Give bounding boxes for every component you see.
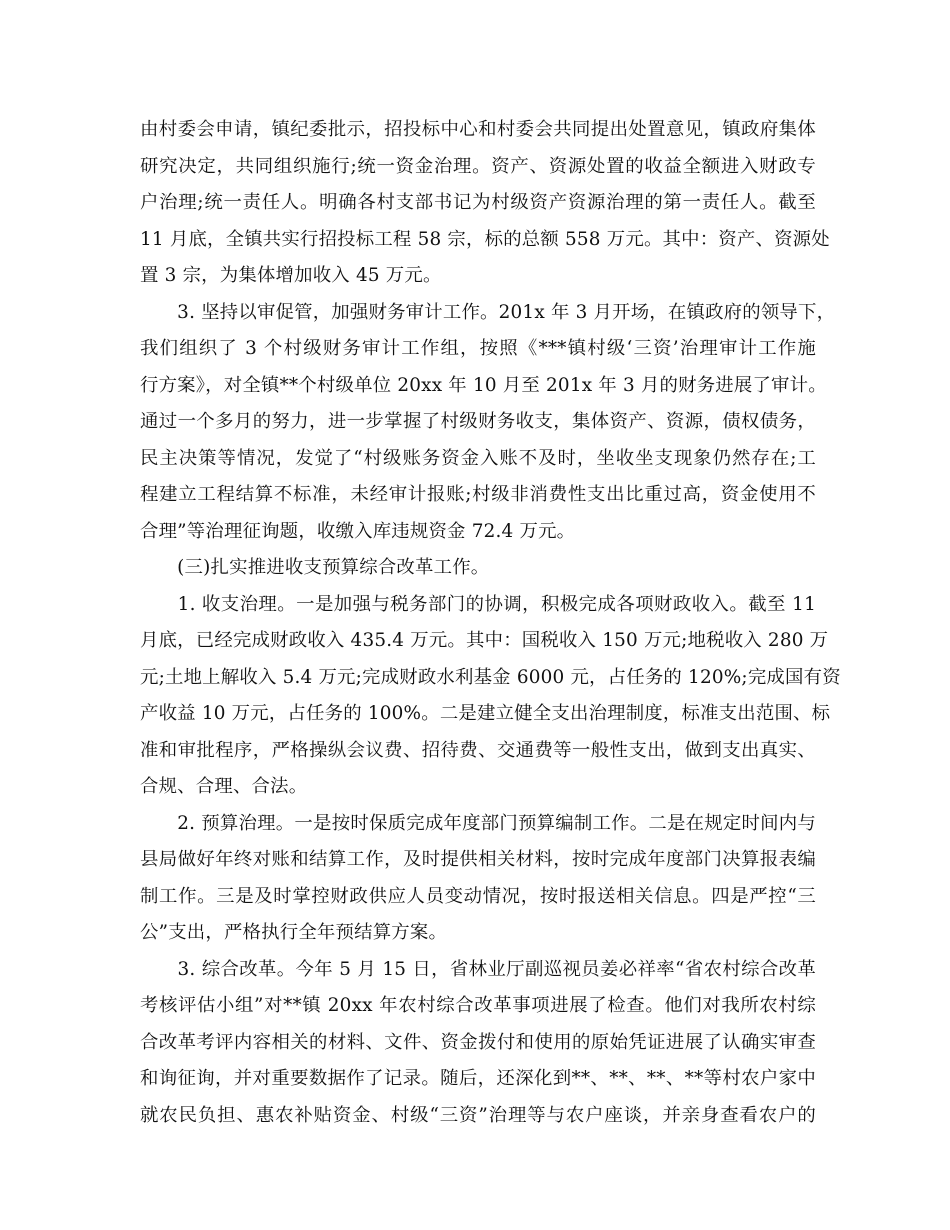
text-line: 户治理;统一责任人。明确各村支部书记为村级资产资源治理的第一责任人。截至 [140, 192, 816, 213]
text-line: 准和审批程序，严格操纵会议费、招待费、交通费等一般性支出，做到支出真实、 [140, 739, 816, 761]
document-body [140, 112, 841, 1134]
paragraph-income [140, 587, 841, 806]
text-line: 1. 收支治理。一是加强与税务部门的协调，积极完成各项财政收入。截至 11 [140, 593, 816, 615]
text-line: 产收益 10 万元，占任务的 100%。二是建立健全支出治理制度，标准支出范围、标 [140, 703, 831, 724]
text-line: 合理”等治理征询题，收缴入库违规资金 72.4 万元。 [140, 520, 576, 542]
text-line: 通过一个多月的努力，进一步掌握了村级财务收支，集体资产、资源，债权债务， [140, 411, 816, 432]
text-line: 行方案》，对全镇**个村级单位 20xx 年 10 月至 201x 年 3 月的财务进展了审计。 [140, 374, 827, 396]
text-line: 民主决策等情况，发觉了“村级账务资金入账不及时，坐收坐支现象仍然存在;工 [140, 447, 816, 469]
text-line: 和询征询，并对重要数据作了记录。随后，还深化到**、**、**、**等村农户家中 [140, 1068, 816, 1089]
text-line: 2. 预算治理。一是按时保质完成年度部门预算编制工作。二是在规定时间内与 [140, 812, 816, 834]
text-line: (三)扎实推进收支预算综合改革工作。 [140, 557, 490, 578]
section-heading [140, 550, 816, 587]
text-line: 研究决定，共同组织施行;统一资金治理。资产、资源处置的收益全额进入财政专 [140, 155, 816, 177]
paragraph-cont [140, 112, 830, 295]
text-line: 合规、合理、合法。 [140, 776, 308, 797]
text-line: 公”支出，严格执行全年预结算方案。 [140, 922, 448, 943]
text-line: 就农民负担、惠农补贴资金、村级“三资”治理等与农户座谈，并亲身查看农户的 [140, 1104, 816, 1126]
text-line: 11 月底，全镇共实行招投标工程 58 宗，标的总额 558 万元。其中：资产、资源处 [140, 228, 830, 250]
text-line: 置 3 宗，为集体增加收入 45 万元。 [140, 265, 442, 286]
paragraph-budget [140, 806, 816, 952]
paragraph-reform [140, 952, 816, 1135]
text-line: 月底，已经完成财政收入 435.4 万元。其中：国税收入 150 万元;地税收入 280 万 [140, 630, 829, 651]
text-line: 县局做好年终对账和结算工作，及时提供相关材料，按时完成年度部门决算报表编 [140, 849, 816, 870]
text-line: 考核评估小组”对**镇 20xx 年农村综合改革事项进展了检查。他们对我所农村综 [140, 995, 816, 1016]
text-line: 制工作。三是及时掌控财政供应人员变动情况，按时报送相关信息。四是严控“三 [140, 885, 816, 907]
text-line: 元;土地上解收入 5.4 万元;完成财政水利基金 6000 元，占任务的 120%;完成国有资 [140, 666, 841, 688]
paragraph-audit [140, 295, 836, 551]
text-line: 3. 综合改革。今年 5 月 15 日，省林业厅副巡视员姜必祥率“省农村综合改革 [140, 958, 816, 980]
text-line: 我们组织了 3 个村级财务审计工作组，按照《***镇村级‘三资’治理审计工作施 [140, 338, 816, 359]
text-line: 3. 坚持以审促管，加强财务审计工作。201x 年 3 月开场，在镇政府的领导下， [140, 301, 836, 323]
text-line: 程建立工程结算不标准，未经审计报账;村级非消费性支出比重过高，资金使用不 [140, 484, 816, 505]
text-line: 合改革考评内容相关的材料、文件、资金拨付和使用的原始凭证进展了认确实审查 [140, 1031, 816, 1053]
text-line: 由村委会申请，镇纪委批示，招投标中心和村委会共同提出处置意见，镇政府集体 [140, 119, 816, 140]
